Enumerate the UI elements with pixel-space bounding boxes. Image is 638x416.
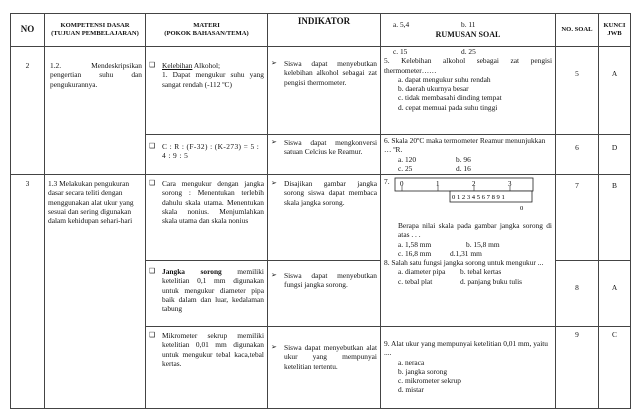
indikator-cell-7 (268, 175, 381, 261)
row-no-2: 2 (11, 47, 45, 175)
no-soal-9: 9 (556, 327, 599, 409)
header-no-soal: NO. SOAL (556, 14, 599, 47)
list-item (271, 179, 377, 207)
list-item (149, 179, 264, 225)
kunci-6: D (599, 135, 631, 175)
list-item (149, 61, 264, 89)
arrow-bullet-icon: ➢ (271, 59, 277, 67)
ruler-main-2: 2 (472, 180, 476, 188)
materi-cell-3c (146, 327, 268, 409)
no-soal-5: 5 (556, 47, 599, 135)
question-8-option-d: d. panjang buku tulis (460, 276, 522, 286)
question-5-option-d: d. cepat memuai pada suhu tinggi (398, 102, 498, 112)
indikator-cell-6 (268, 135, 381, 175)
table-row (11, 47, 631, 135)
row-no-3: 3 (11, 175, 45, 409)
materi-title-3b: Jangka sorong (162, 267, 222, 276)
top-option-a: a. 5,4 (393, 19, 410, 29)
square-bullet-icon: ❑ (149, 61, 156, 69)
arrow-bullet-icon: ➢ (271, 271, 277, 279)
materi-rest-3b: memiliki ketelitian 0,1 mm digunakan untuk mengukur diameter pipa baik dalam dan luar, kedalaman tabung (162, 267, 264, 313)
rumusan-cell-9 (381, 327, 556, 409)
question-8-options-cd (384, 277, 552, 286)
indikator-cell-9 (268, 327, 381, 409)
question-5-stem: 5. Kelebihan alkohol sebagai zat pengisi thermometer…… (384, 56, 552, 75)
question-7-options-cd (384, 249, 552, 258)
header-rumusan (381, 14, 556, 47)
indikator-text-7: Disajikan gambar jangka sorong siswa dapat membaca skala jangka sorong. (284, 179, 377, 207)
top-option-b: b. 11 (461, 19, 476, 29)
caliper-scale-image (394, 177, 542, 217)
kunci-7: B (599, 175, 631, 261)
square-bullet-icon: ❑ (149, 267, 156, 275)
question-7-stem: Berapa nilai skala pada gambar jangka sorong di atas . . . (398, 221, 552, 240)
question-8-option-a: a. diameter pipa (398, 267, 446, 277)
question-5-option-a: a. dapat mengukur suhu rendah (398, 74, 491, 84)
materi-cell-2a (146, 47, 268, 135)
question-6-option-b: b. 96 (456, 154, 471, 164)
kunci-9: C (599, 327, 631, 409)
list-item (149, 331, 264, 368)
table-row (11, 175, 631, 261)
list-item (149, 142, 264, 161)
kompetensi-cell-2 (45, 47, 146, 175)
kunci-8: A (599, 261, 631, 327)
materi-title-2: Kelebihan (162, 61, 193, 70)
header-rumusan-label: RUMUSAN SOAL (435, 30, 501, 40)
question-7-number: 7. (384, 177, 390, 186)
top-options-ab (381, 20, 555, 29)
question-6-options-ab (384, 155, 552, 164)
kompetensi-text-2: 1.2. Mendeskripsikan pengertian suhu dan pengukurannya. (50, 61, 142, 89)
materi-text-3a: Cara mengukur dengan jangka sorong : Menentukan terlebih dahulu skala utama. Menentukan skala nonius. Menjumlahkan skala utama dan skala nonius (162, 179, 264, 225)
list-item (271, 59, 377, 87)
square-bullet-icon: ❑ (149, 331, 156, 339)
header-indikator: INDIKATOR (268, 14, 381, 47)
rumusan-cell-78 (381, 175, 556, 327)
question-8-stem: 8. Salah satu fungsi jangka sorong untuk mengukur ... (384, 258, 544, 267)
top-option-d: d. 25 (461, 47, 476, 56)
question-6-options-cd (384, 164, 552, 173)
materi-text-3c: Mikrometer sekrup memiliki ketelitian 0,01 mm digunakan untuk mengukur tebal kaca,tebal kertas. (162, 331, 264, 368)
materi-formula-2: C : R : (F-32) : (K-273) = 5 : 4 : 9 : 5 (162, 142, 260, 161)
arrow-bullet-icon: ➢ (271, 179, 277, 187)
list-item (271, 343, 377, 371)
question-8-options-ab (384, 267, 552, 276)
question-9-stem: 9. Alat ukur yang mempunyai ketelitian 0,01 mm, yaitu .... (384, 339, 549, 358)
header-row (11, 14, 631, 47)
question-5-option-b: b. daerah ukurnya besar (398, 84, 469, 93)
question-8-option-c: c. tebal plat (398, 276, 433, 286)
list-item (271, 138, 377, 157)
question-6-option-d: d. 16 (456, 163, 471, 173)
top-option-c: c. 15 (393, 47, 408, 56)
indikator-text-6: Siswa dapat mengkonversi satuan Celcius ke Reamur. (284, 138, 377, 157)
question-6-option-c: c. 25 (398, 163, 413, 173)
indikator-cell-8 (268, 261, 381, 327)
materi-cell-2b (146, 135, 268, 175)
question-grid-table (10, 13, 631, 409)
rumusan-cell-6 (381, 135, 556, 175)
no-soal-8: 8 (556, 261, 599, 327)
arrow-bullet-icon: ➢ (271, 343, 277, 351)
materi-cell-3b (146, 261, 268, 327)
header-materi (146, 14, 268, 47)
rumusan-cell-top (381, 47, 556, 135)
indikator-cell-5 (268, 47, 381, 135)
question-7-header (384, 177, 552, 217)
question-9-option-d: d. mistar (398, 385, 424, 395)
header-materi-title: MATERI (193, 21, 220, 29)
square-bullet-icon: ❑ (149, 179, 156, 187)
question-7-option-d: d.1,31 mm (450, 248, 482, 258)
header-kompetensi-sub: (TUJUAN PEMBELAJARAN) (51, 30, 139, 37)
header-kunci: KUNCI JWB (599, 14, 631, 47)
question-7-options-ab (384, 240, 552, 249)
arrow-bullet-icon: ➢ (271, 138, 277, 146)
materi-cell-3a (146, 175, 268, 261)
question-7-option-c: c. 16,8 mm (398, 248, 432, 258)
list-item (149, 267, 264, 313)
question-5-option-c: c. tidak membasahi dinding tempat (398, 93, 502, 103)
question-6-option-a: a. 120 (398, 154, 417, 164)
question-7-option-a: a. 1,58 mm (398, 239, 432, 249)
top-options-cd (384, 47, 552, 56)
no-soal-6: 6 (556, 135, 599, 175)
square-bullet-icon: ❑ (149, 142, 156, 150)
header-kompetensi (45, 14, 146, 47)
indikator-text-5: Siswa dapat menyebutkan kelebihan alkohol sebagai zat pengisi thermometer. (284, 59, 377, 87)
materi-rest-2: Alkohol; (192, 61, 221, 70)
materi-item-2: 1. Dapat mengukur suhu yang sangat rendah (-112 ºC) (162, 70, 264, 89)
ruler-nonius-labels: 0 1 2 3 4 5 6 7 8 9 1 (452, 194, 505, 201)
ruler-main-0: 0 (400, 180, 404, 188)
header-no: NO (11, 14, 45, 47)
indikator-text-9: Siswa dapat menyebutkan alat ukur yang mempunyai ketelitian tertentu. (284, 343, 377, 371)
question-9-option-b: b. jangka sorong (398, 366, 448, 376)
ruler-nonius-end: 0 (520, 205, 524, 212)
question-8-option-b: b. tebal kertas (460, 267, 502, 277)
question-6-stem: 6. Skala 20ºC maka termometer Reamur menunjukkan … ºR. (384, 136, 546, 155)
question-7-option-b: b. 15,8 mm (466, 239, 500, 249)
list-item (271, 271, 377, 290)
ruler-main-3: 3 (508, 180, 512, 188)
header-materi-sub: (POKOK BAHASAN/TEMA) (164, 30, 249, 37)
kompetensi-cell-3 (45, 175, 146, 409)
ruler-main-1: 1 (436, 180, 440, 188)
kompetensi-text-3: 1.3 Melakukan pengukuran dasar secara teliti dengan menggunakan alat ukur yang sesuai dan sering digunakan dalam kehidupan sehari-hari (48, 179, 134, 225)
indikator-text-8: Siswa dapat menyebutkan fungsi jangka sorong. (284, 271, 377, 290)
header-kompetensi-title: KOMPETENSI DASAR (60, 21, 130, 29)
no-soal-7: 7 (556, 175, 599, 261)
question-9-option-a: a. neraca (398, 357, 425, 367)
question-9-option-c: c. mikrometer sekrup (398, 376, 462, 385)
kunci-5: A (599, 47, 631, 135)
